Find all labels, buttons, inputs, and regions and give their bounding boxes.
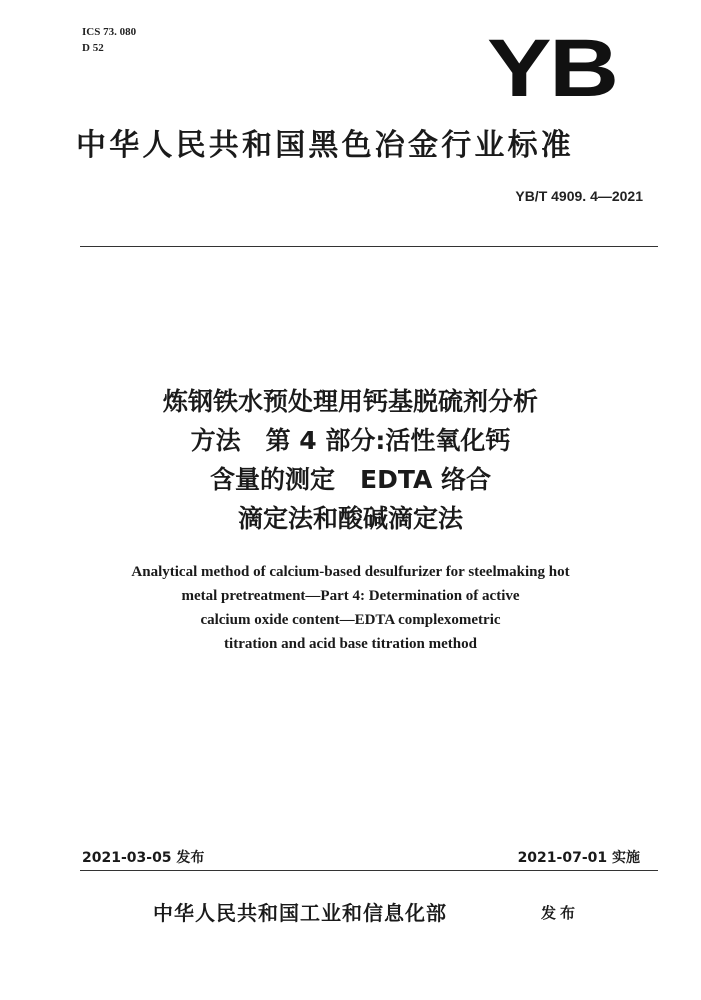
chinese-title-line: 方法 第 4 部分:活性氧化钙 (190, 426, 511, 455)
english-title-line: metal pretreatment—Part 4: Determination of active (181, 588, 520, 604)
issue-label: 发布 (541, 904, 580, 922)
chinese-title-line: 炼钢铁水预处理用钙基脱硫剂分析 (162, 387, 538, 416)
english-title-line: titration and acid base titration method (224, 636, 477, 652)
english-title (60, 560, 641, 656)
footer-divider (80, 870, 658, 871)
chinese-title-line: 滴定法和酸碱滴定法 (237, 504, 463, 533)
issue-date: 2021-03-05 发布 (82, 850, 205, 866)
english-title-line: Analytical method of calcium-based desulfurizer for steelmaking hot (131, 564, 570, 580)
implement-date: 2021-07-01 实施 (517, 850, 640, 866)
ics-code: ICS 73. 080 (82, 26, 137, 38)
ccs-code: D 52 (82, 42, 104, 54)
issuing-authority: 中华人民共和国工业和信息化部 (153, 901, 447, 925)
chinese-title (50, 382, 651, 538)
yb-logo: YB (487, 23, 617, 114)
standard-number: YB/T 4909. 4—2021 (515, 188, 643, 204)
header-divider (80, 246, 658, 247)
english-title-line: calcium oxide content—EDTA complexometric (200, 612, 501, 628)
chinese-title-line: 含量的测定 EDTA 络合 (210, 465, 491, 494)
org-title: 中华人民共和国黑色冶金行业标准 (76, 128, 574, 163)
classification-codes (82, 24, 136, 56)
